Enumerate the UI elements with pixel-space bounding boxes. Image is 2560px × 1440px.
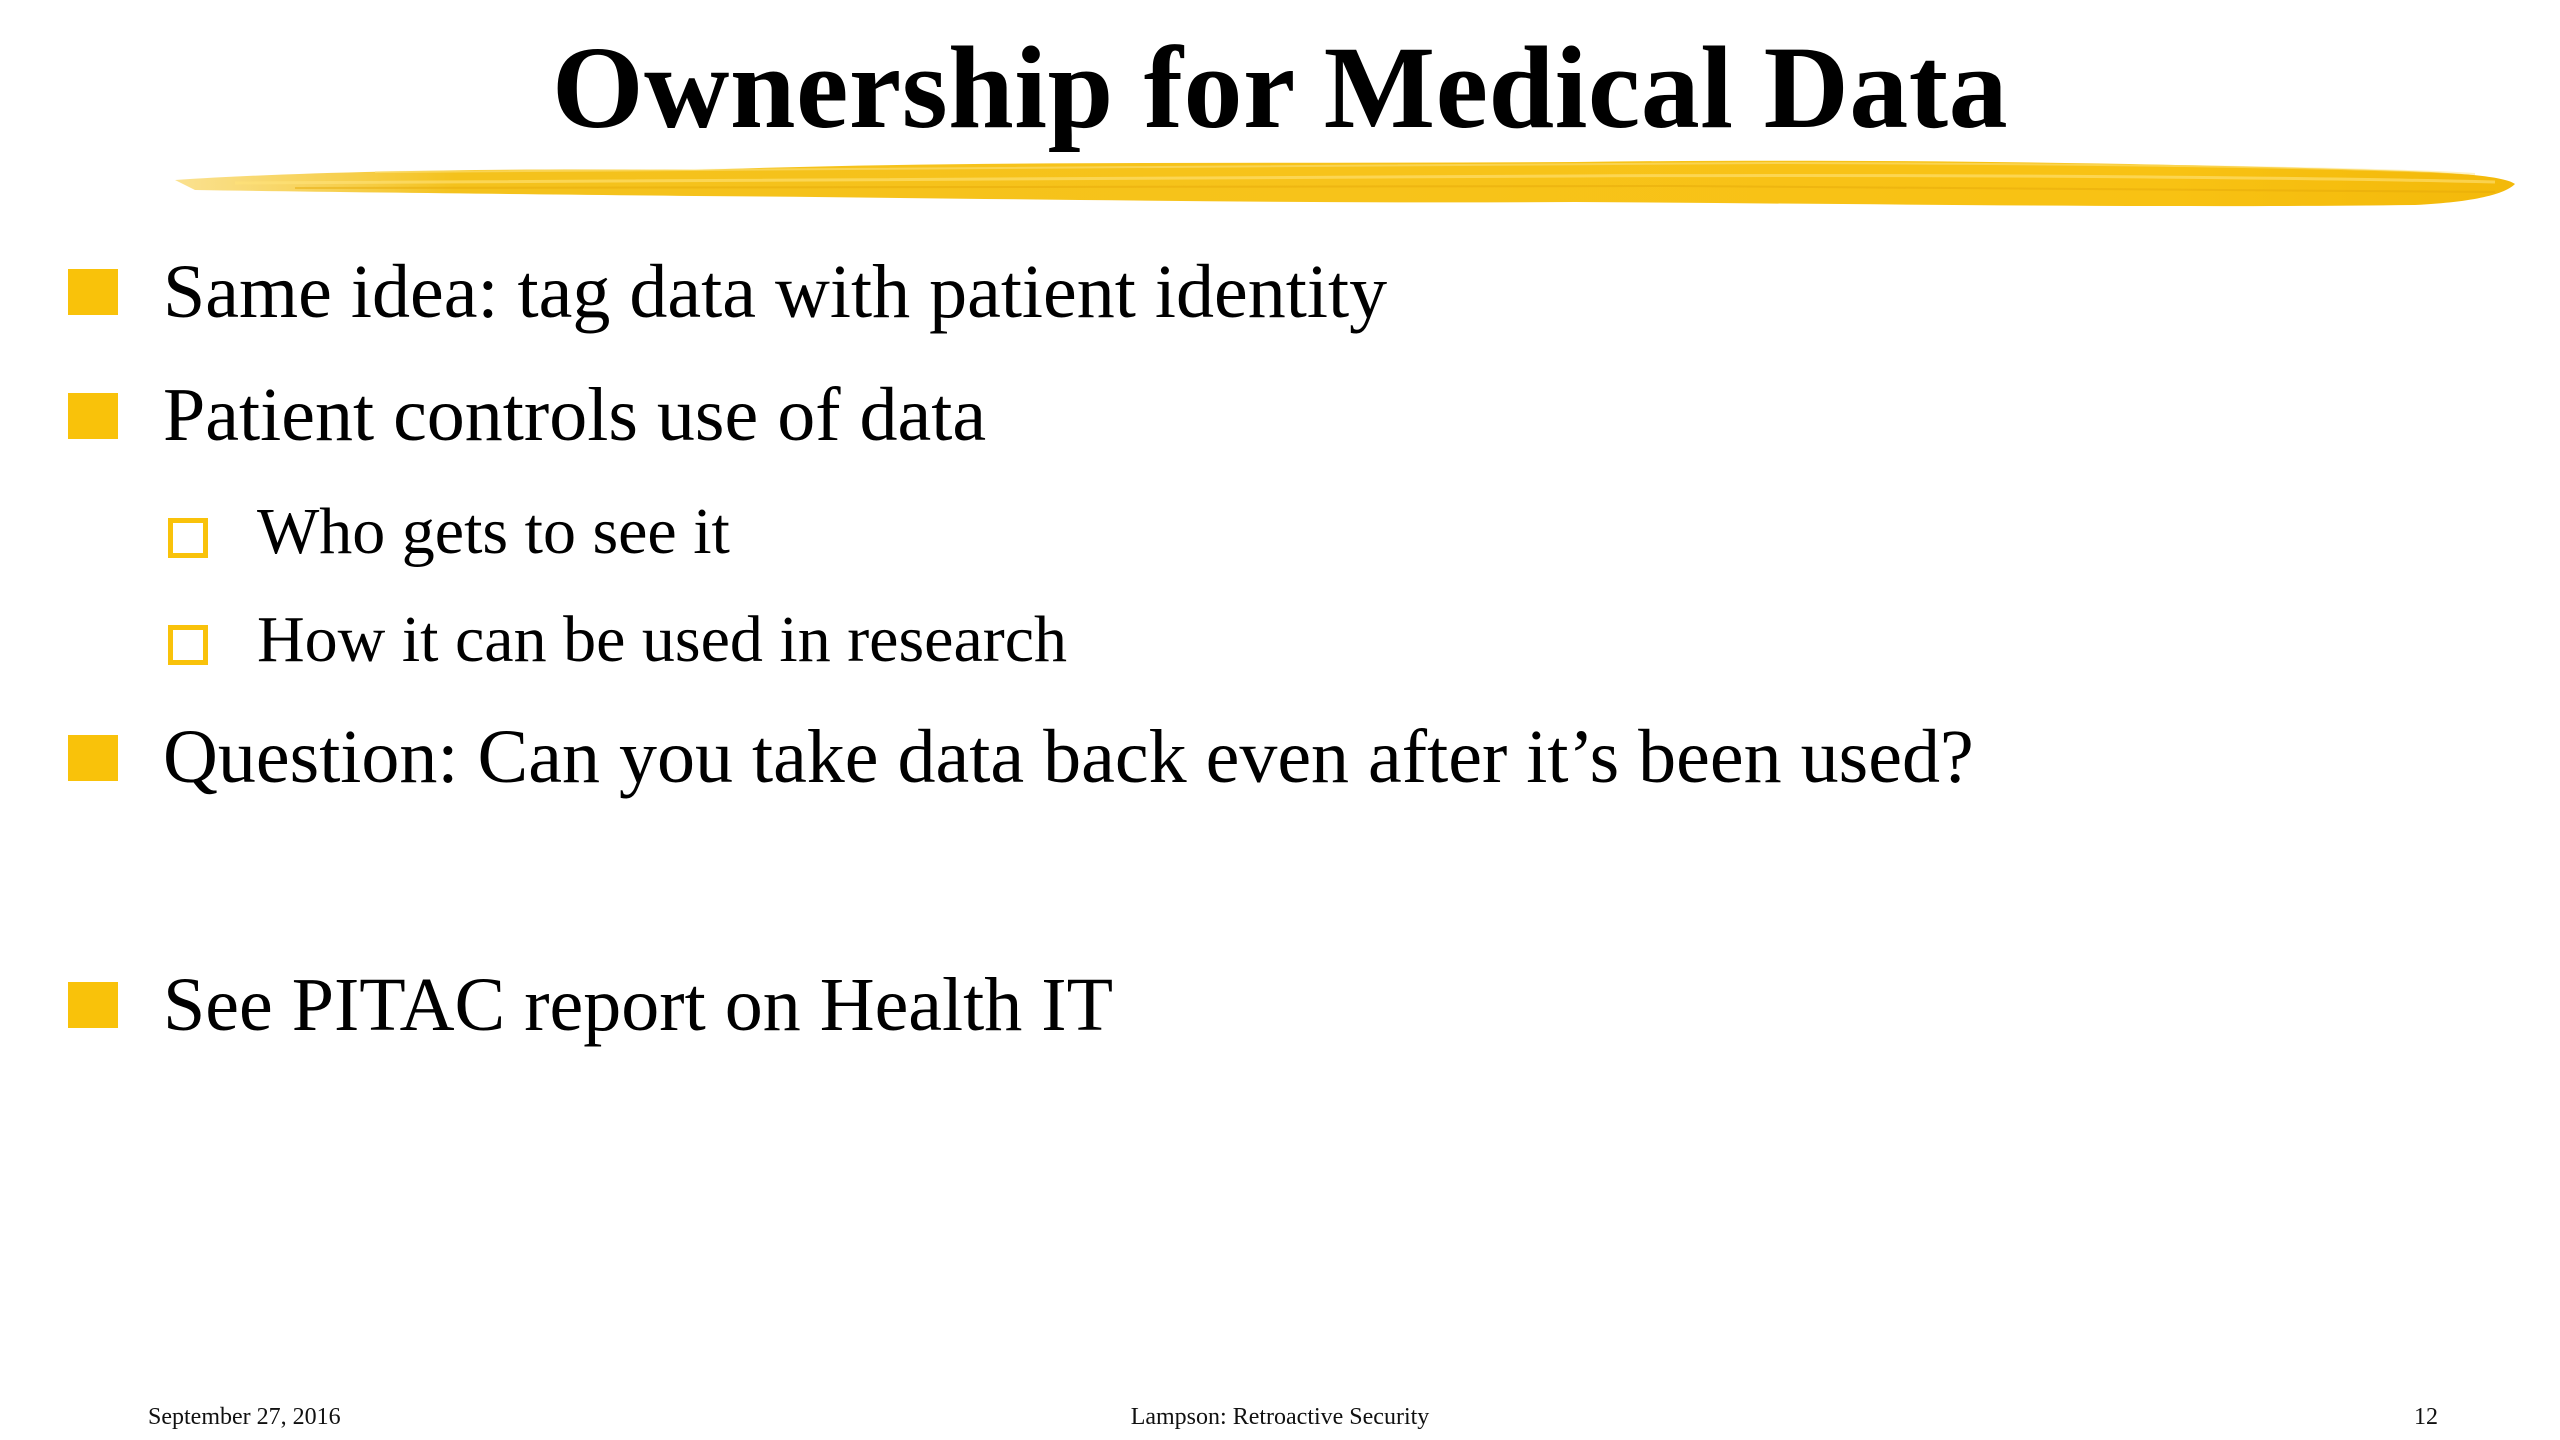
bullet-item: See PITAC report on Health IT xyxy=(163,963,1113,1047)
footer-presentation-title: Lampson: Retroactive Security xyxy=(1130,1404,1430,1430)
sub-bullet-item: How it can be used in research xyxy=(257,603,1068,676)
footer-date: September 27, 2016 xyxy=(148,1404,341,1430)
sub-bullet-item: Who gets to see it xyxy=(257,495,730,568)
filled-square-bullet xyxy=(68,735,118,781)
footer-page-number: 12 xyxy=(2414,1404,2438,1430)
bullet-item: Patient controls use of data xyxy=(163,373,987,457)
filled-square-bullet xyxy=(68,393,118,439)
filled-square-bullet xyxy=(68,982,118,1028)
bullet-item: Same idea: tag data with patient identity xyxy=(163,250,1388,334)
filled-square-bullet xyxy=(68,269,118,315)
bullet-item: Question: Can you take data back even after it’s been used? xyxy=(163,715,1974,799)
hollow-square-bullet xyxy=(168,518,208,558)
slide-title: Ownership for Medical Data xyxy=(551,22,2009,153)
hollow-square-bullet xyxy=(168,625,208,665)
